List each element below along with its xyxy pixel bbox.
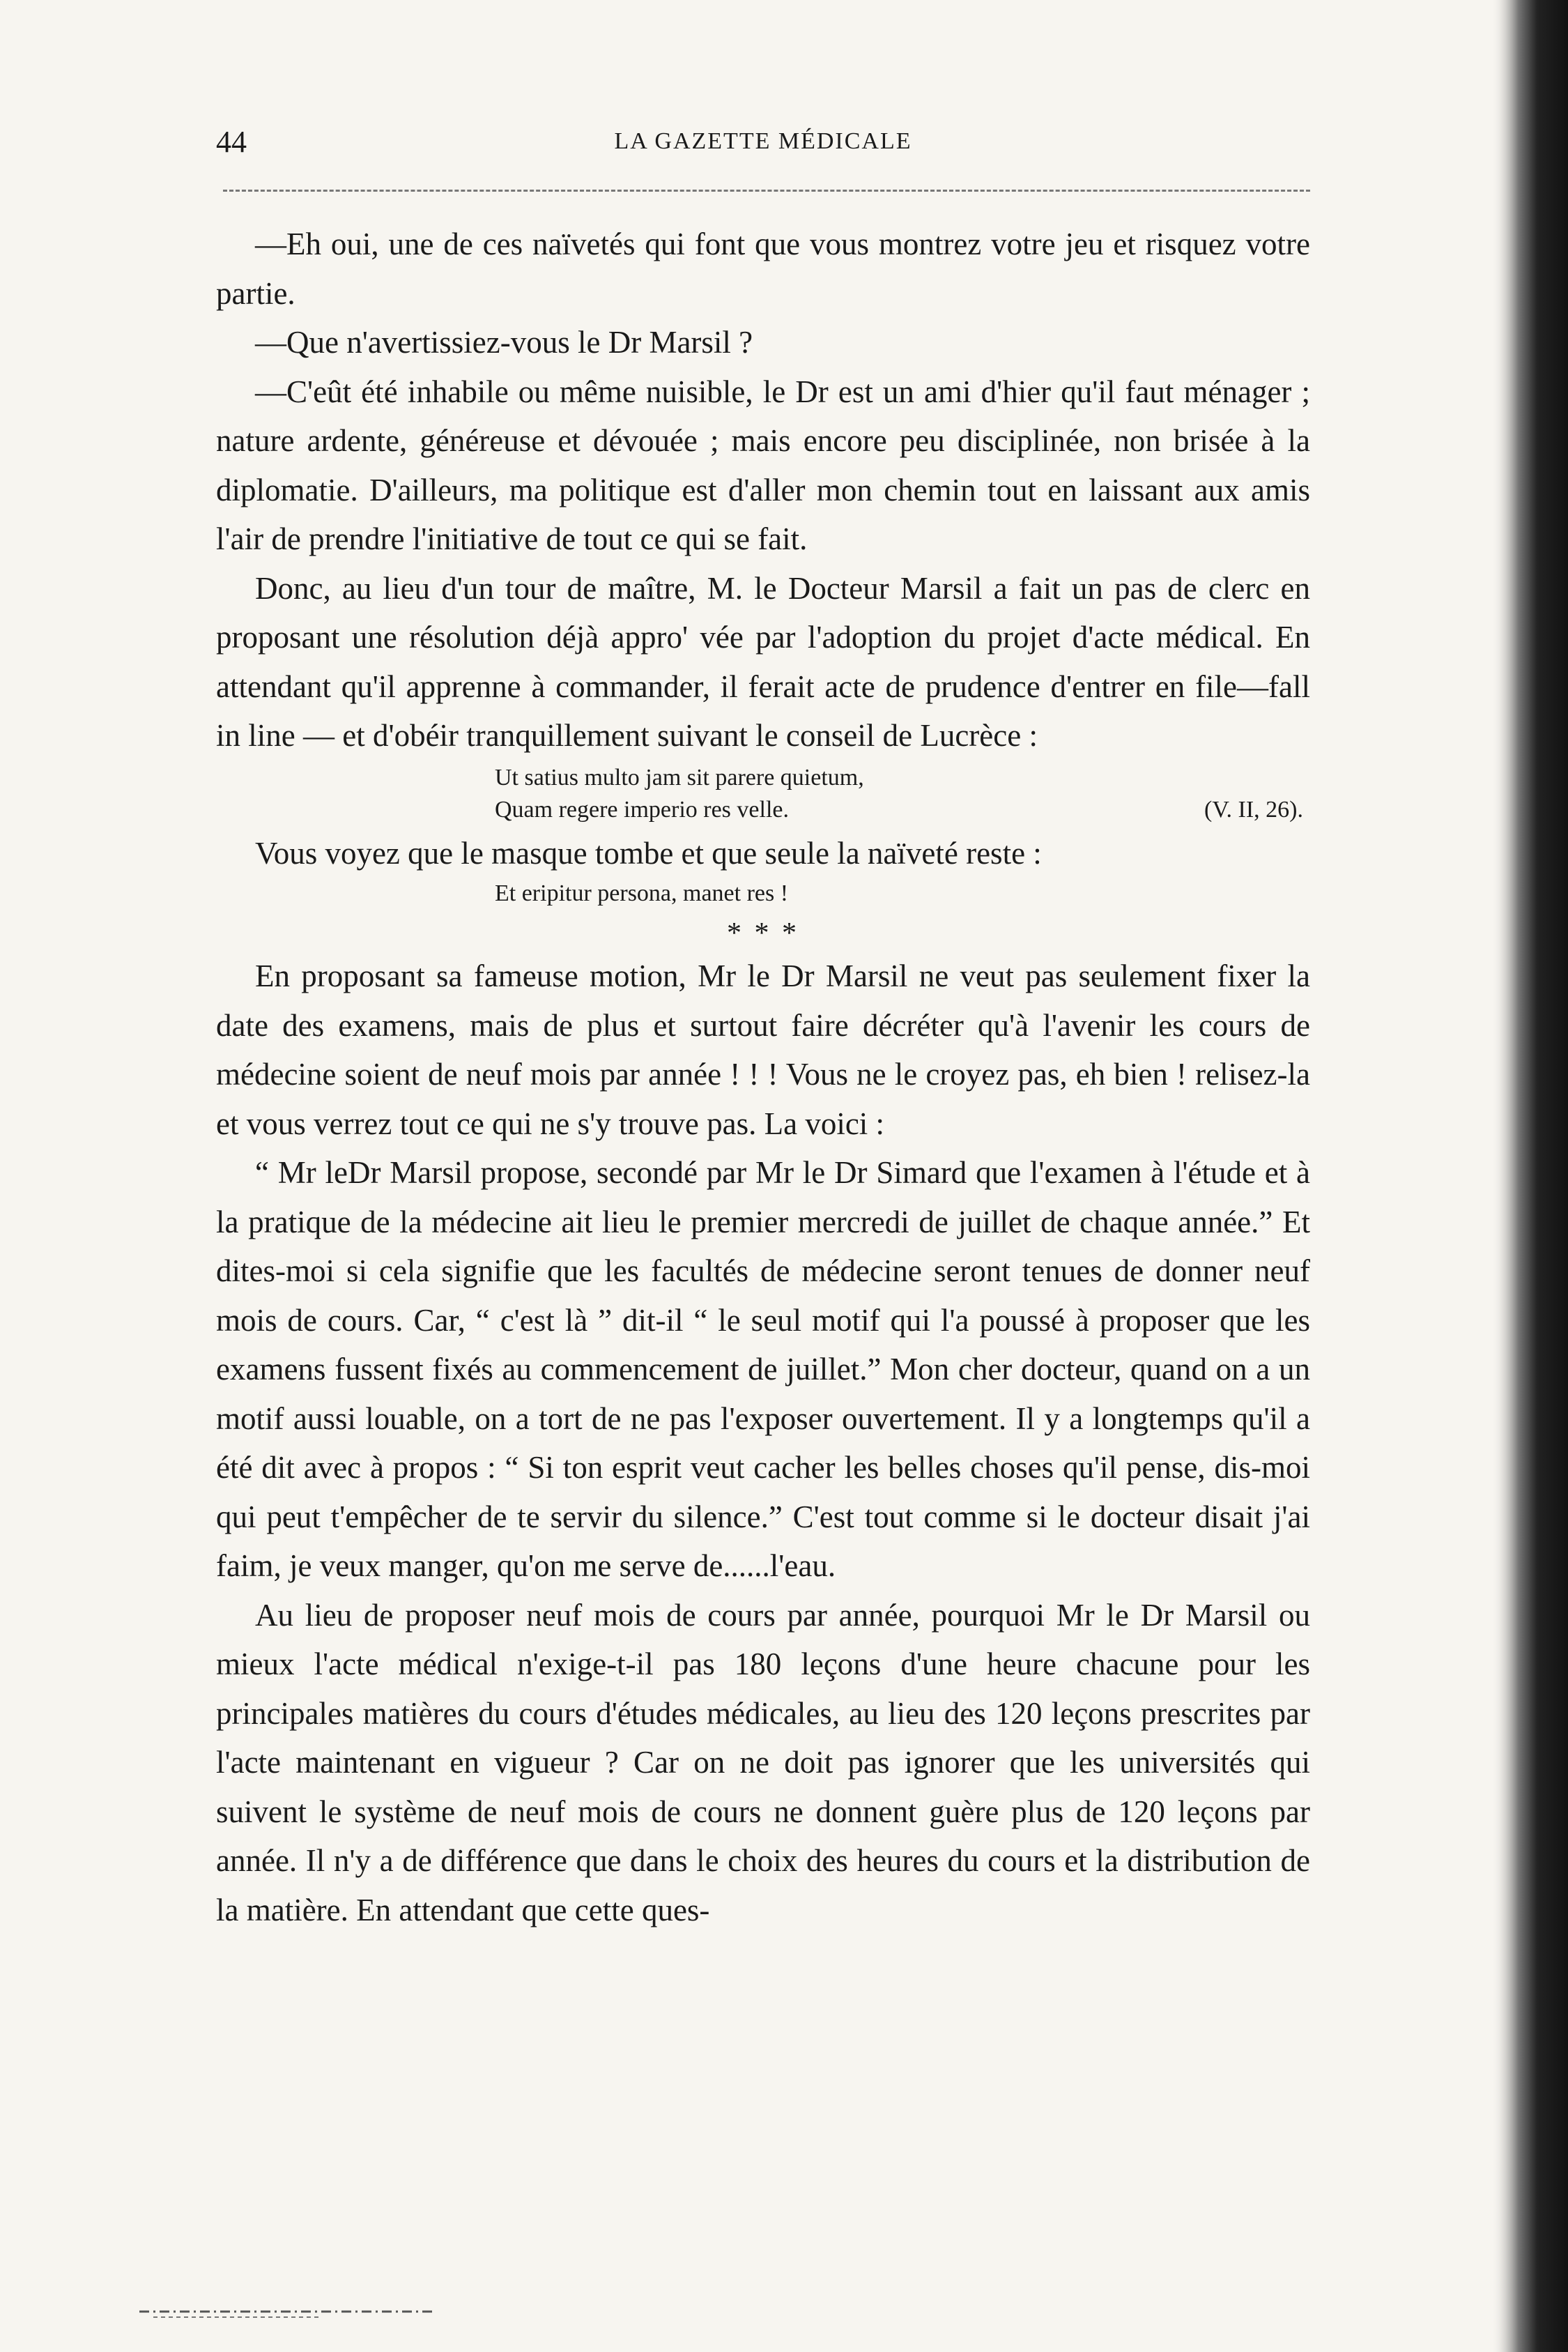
paragraph: —Eh oui, une de ces naïvetés qui font que vous montrez votre jeu et risquez votre partie. bbox=[216, 227, 1310, 311]
quote-line: Quam regere imperio res velle. bbox=[495, 796, 789, 823]
quote-reference: (V. II, 26). bbox=[1204, 796, 1303, 823]
latin-quote-short: Et eripitur persona, manet res ! bbox=[495, 880, 789, 906]
page-number: 44 bbox=[216, 125, 247, 159]
paragraph: “ Mr leDr Marsil propose, secondé par Mr le Dr Simard que l'examen à l'étude et à la pratique de la médecine ait lieu le premier mercredi de juillet de chaque année.” Et dites-moi si cela signifie que les facultés de médecine seront tenues de donner neuf mois de cours. Car, “ c'est là ” dit-il “ le seul motif qui l'a poussé à proposer que les examens fussent fixés au commencement de juillet.” Mon cher docteur, quand on a un motif aussi louable, on a tort de ne pas l'exposer ouvertement. Il y a longtemps qu'il a été dit avec à propos : “ Si ton esprit veut cacher les belles choses qu'il pense, dis-moi qui peut t'empêcher de te servir du silence.” C'est tout comme si le docteur disait j'ai faim, je veux manger, qu'on me serve de......l'eau. bbox=[216, 1155, 1310, 1583]
paragraph: —C'eût été inhabile ou même nuisible, le Dr est un ami d'hier qu'il faut ménager ; nature ardente, généreuse et dévouée ; mais encore peu disciplinée, non brisée à la diplomatie. D'ailleurs, ma politique est d'aller mon chemin tout en laissant aux amis l'air de prendre l'initiative de tout ce qui se fait. bbox=[216, 374, 1310, 556]
bottom-smudge bbox=[139, 2306, 558, 2320]
quote-line: Ut satius multo jam sit parere quietum, bbox=[495, 764, 864, 791]
latin-quote bbox=[216, 762, 1310, 826]
paragraph: Vous voyez que le masque tombe et que seule la naïveté reste : bbox=[255, 835, 1042, 871]
header-rule bbox=[223, 190, 1310, 192]
paragraph: Donc, au lieu d'un tour de maître, M. le Docteur Marsil a fait un pas de clerc en proposant une résolution déjà appro' vée par l'adoption du projet d'acte médical. En attendant qu'il apprenne à commander, il ferait acte de prudence d'entrer en file—fall in line — et d'obéir tranquillement suivant le conseil de Lucrèce : bbox=[216, 570, 1310, 753]
body-text bbox=[216, 220, 1310, 1934]
running-head bbox=[216, 124, 1310, 166]
page-edge-shadow bbox=[1463, 0, 1568, 2352]
running-title: LA GAZETTE MÉDICALE bbox=[614, 128, 912, 154]
quote-line-with-ref bbox=[216, 794, 1310, 826]
asterism: * * * bbox=[727, 917, 799, 949]
paragraph: —Que n'avertissiez-vous le Dr Marsil ? bbox=[255, 325, 753, 360]
paragraph: Au lieu de proposer neuf mois de cours par année, pourquoi Mr le Dr Marsil ou mieux l'acte médical n'exige-t-il pas 180 leçons d'une heure chacune pour les principales matières du cours d'études médicales, au lieu des 120 leçons prescrites par l'acte maintenant en vigueur ? Car on ne doit pas ignorer que les universités qui suivent le système de neuf mois de cours ne donnent guère plus de 120 leçons par année. Il n'y a de différence que dans le choix des heures du cours et la distribution de la matière. En attendant que cette ques- bbox=[216, 1597, 1310, 1927]
paragraph: En proposant sa fameuse motion, Mr le Dr Marsil ne veut pas seulement fixer la date des examens, mais de plus et surtout faire décréter qu'à l'avenir les cours de médecine soient de neuf mois par année ! ! ! Vous ne le croyez pas, eh bien ! relisez-la et vous verrez tout ce qui ne s'y trouve pas. La voici : bbox=[216, 959, 1310, 1141]
